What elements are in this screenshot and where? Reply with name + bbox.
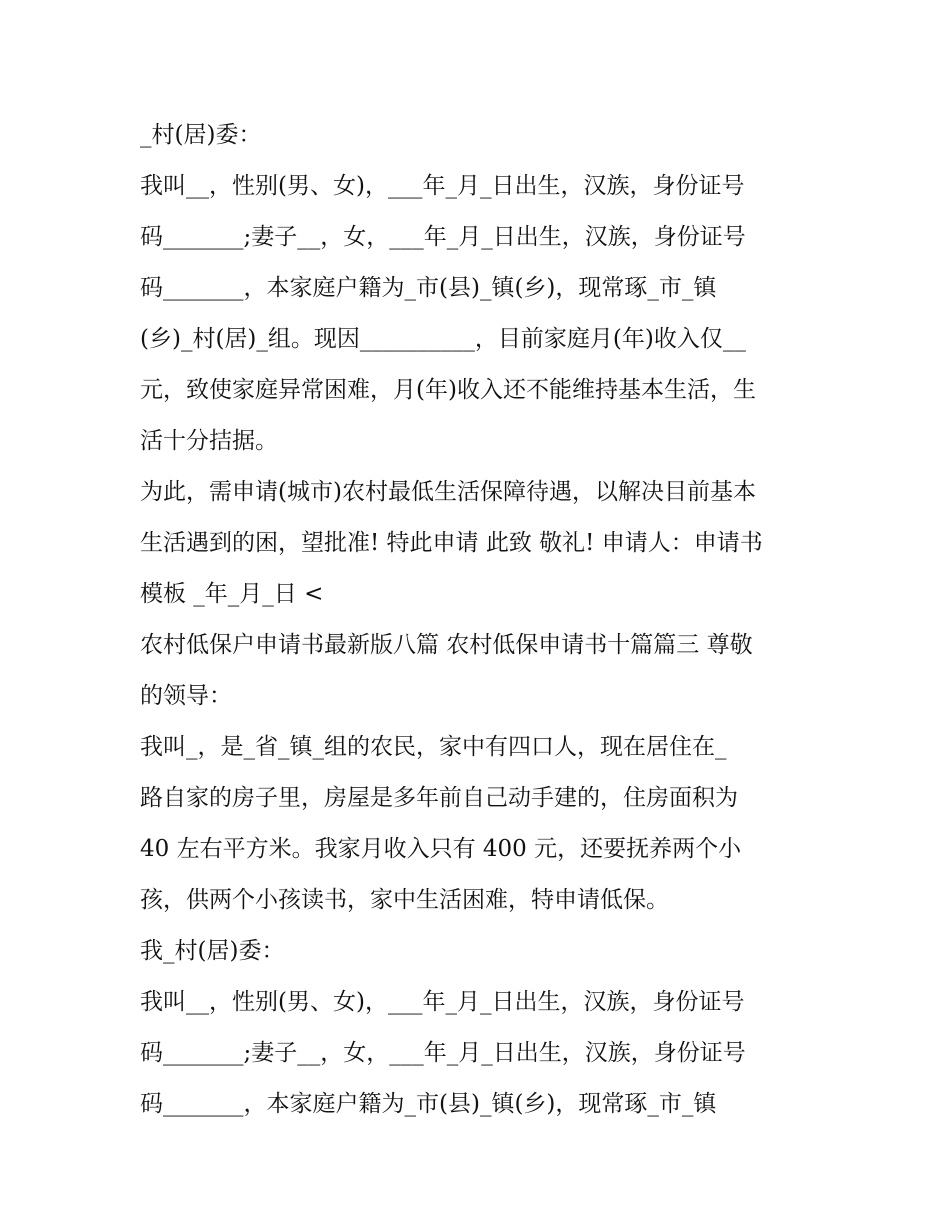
text-line: (乡)_村(居)_组。现因__________，目前家庭月(年)收入仅__ — [140, 326, 746, 352]
text-line: 为此，需申请(城市)农村最低生活保障待遇，以解决目前基本 — [140, 479, 756, 505]
text-line-village-committee: _村(居)委： — [140, 122, 262, 148]
text-line: 码_______，本家庭户籍为_市(县)_镇(乡)，现常琢_市_镇 — [140, 1091, 717, 1117]
text-line: 孩，供两个小孩读书，家中生活困难，特申请低保。 — [140, 887, 669, 913]
text-line: 的领导： — [140, 683, 232, 709]
text-line: 我叫__，性别(男、女)，___年_月_日出生，汉族，身份证号 — [140, 989, 745, 1015]
text-line: 路自家的房子里，房屋是多年前自己动手建的，住房面积为 — [140, 785, 738, 811]
text-line: 元，致使家庭异常困难，月(年)收入还不能维持基本生活，生 — [140, 377, 756, 403]
text-line: 模板 _年_月_日 < — [140, 581, 324, 607]
text-line: 码_______;妻子__，女，___年_月_日出生，汉族，身份证号 — [140, 1040, 746, 1066]
text-line: 40 左右平方米。我家月收入只有 400 元，还要抚养两个小 — [140, 836, 742, 862]
text-line: 码_______;妻子__，女，___年_月_日出生，汉族，身份证号 — [140, 224, 746, 250]
text-line: 生活遇到的困，望批准! 特此申请 此致 敬礼! 申请人：申请书 — [140, 530, 763, 556]
text-line: 活十分拮据。 — [140, 428, 278, 454]
text-line: 我叫_，是_省_镇_组的农民，家中有四口人，现在居住在_ — [140, 734, 727, 760]
text-line: 我叫__，性别(男、女)，___年_月_日出生，汉族，身份证号 — [140, 173, 745, 199]
document-body — [140, 110, 820, 1130]
text-line-section-title: 农村低保户申请书最新版八篇 农村低保申请书十篇篇三 尊敬 — [140, 632, 753, 658]
text-line-village-committee: 我_村(居)委： — [140, 938, 285, 964]
text-line: 码_______，本家庭户籍为_市(县)_镇(乡)，现常琢_市_镇 — [140, 275, 717, 301]
